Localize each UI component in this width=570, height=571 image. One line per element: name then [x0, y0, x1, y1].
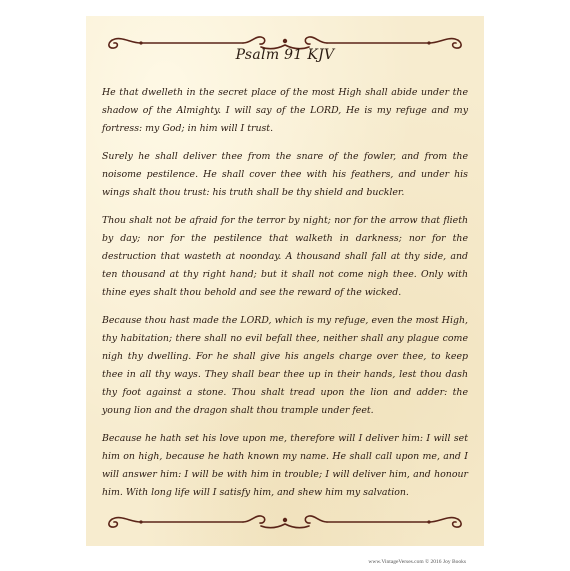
page-title: Psalm 91 KJV	[235, 47, 335, 63]
bottom-scroll-ornament	[101, 511, 469, 533]
verse-paragraph-5: Because he hath set his love upon me, therefore will I deliver him: I will set him on high, because he hath known my name. He shall call upon me, and I will answer him: I will be with him in trouble; I will deliver him, and honour him. With long life will I satisfy him, and shew him my salvation.	[102, 433, 468, 498]
verse-paragraph-3: Thou shalt not be afraid for the terror by night; nor for the arrow that flieth by day; nor for the pestilence that walketh in darkness; nor for the destruction that wasteth at noonday. A thousand shall fall at thy side, and ten thousand at thy right hand; but it shall not come nigh thee. Only with thine eyes shalt thou behold and see the reward of the wicked.	[102, 215, 468, 298]
verse-paragraph-2: Surely he shall deliver thee from the snare of the fowler, and from the noisome pestilence. He shall cover thee with his feathers, and under his wings shalt thou trust: his truth shall be thy shield and buckler.	[102, 151, 468, 198]
psalm-text	[102, 84, 468, 512]
verse-paragraph-4: Because thou hast made the LORD, which is my refuge, even the most High, thy habitation; there shall no evil befall thee, neither shall any plague come nigh thy dwelling. For he shall give his angels charge over thee, to keep thee in all thy ways. They shall bear thee up in their hands, lest thou dash thy foot against a stone. Thou shalt tread upon the lion and adder: the young lion and the dragon shalt thou trample under feet.	[102, 315, 468, 416]
verse-paragraph-1: He that dwelleth in the secret place of the most High shall abide under the shadow of the Almighty. I will say of the LORD, He is my refuge and my fortress: my God; in him will I trust.	[102, 87, 468, 134]
copyright-footer: www.VintageVerses.com © 2016 Joy Books	[368, 559, 466, 565]
